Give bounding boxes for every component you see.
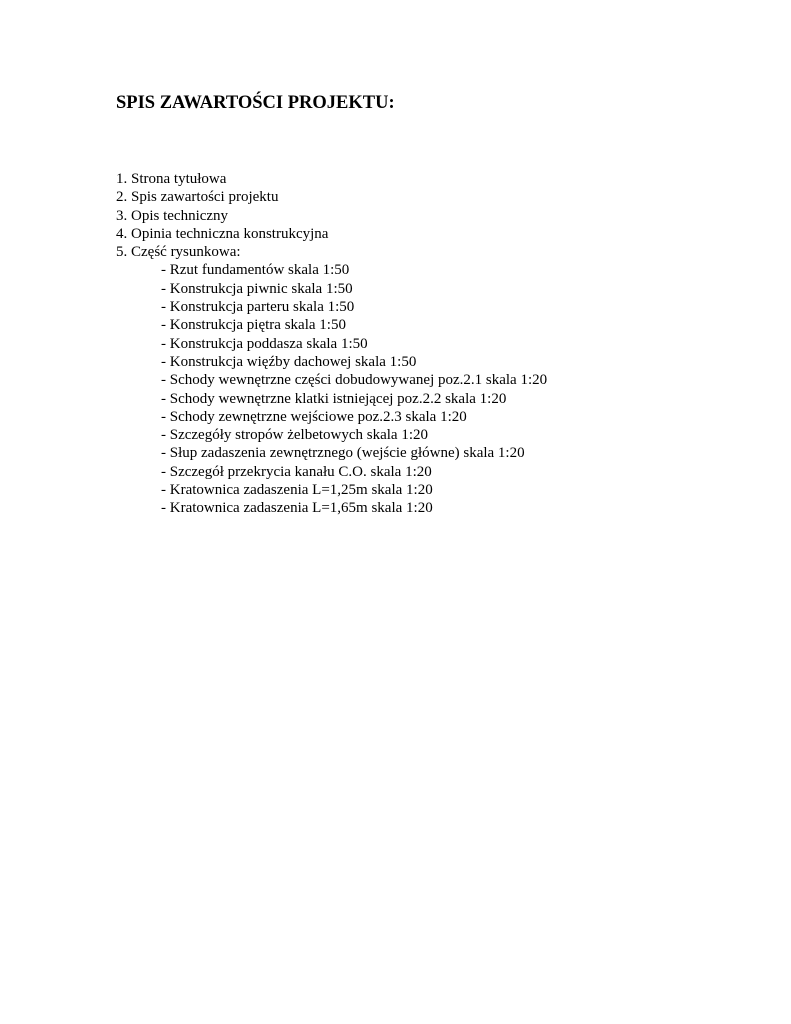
- list-item: 4. Opinia techniczna konstrukcyjna: [116, 225, 329, 242]
- drawing-item: - Schody wewnętrzne klatki istniejącej poz.2.2 skala 1:20: [161, 390, 507, 407]
- list-item-drawings-section: [116, 243, 547, 517]
- drawing-item: - Rzut fundamentów skala 1:50: [161, 262, 350, 279]
- drawing-item: - Konstrukcja parteru skala 1:50: [161, 299, 355, 316]
- list-item: 3. Opis techniczny: [116, 207, 229, 224]
- list-item: 2. Spis zawartości projektu: [116, 189, 279, 206]
- drawing-item: - Kratownica zadaszenia L=1,25m skala 1:20: [161, 482, 433, 499]
- list-item: 5. Część rysunkowa:: [116, 244, 241, 261]
- drawing-item: - Szczegóły stropów żelbetowych skala 1:20: [161, 427, 429, 444]
- drawing-item: - Szczegół przekrycia kanału C.O. skala 1:20: [161, 463, 432, 480]
- page-title: SPIS ZAWARTOŚCI PROJEKTU:: [116, 93, 395, 113]
- drawing-item: - Konstrukcja piwnic skala 1:50: [161, 280, 353, 297]
- drawing-item: - Słup zadaszenia zewnętrznego (wejście główne) skala 1:20: [161, 445, 525, 462]
- drawing-item: - Konstrukcja więźby dachowej skala 1:50: [161, 353, 417, 370]
- drawing-item: - Schody wewnętrzne części dobudowywanej poz.2.1 skala 1:20: [161, 372, 548, 389]
- list-item: 1. Strona tytułowa: [116, 171, 227, 187]
- drawings-list: [116, 261, 547, 517]
- drawing-item: - Konstrukcja piętra skala 1:50: [161, 317, 346, 334]
- contents-list: [116, 170, 547, 518]
- drawing-item: - Kratownica zadaszenia L=1,65m skala 1:20: [161, 500, 433, 517]
- drawing-item: - Schody zewnętrzne wejściowe poz.2.3 skala 1:20: [161, 408, 467, 425]
- drawing-item: - Konstrukcja poddasza skala 1:50: [161, 335, 368, 352]
